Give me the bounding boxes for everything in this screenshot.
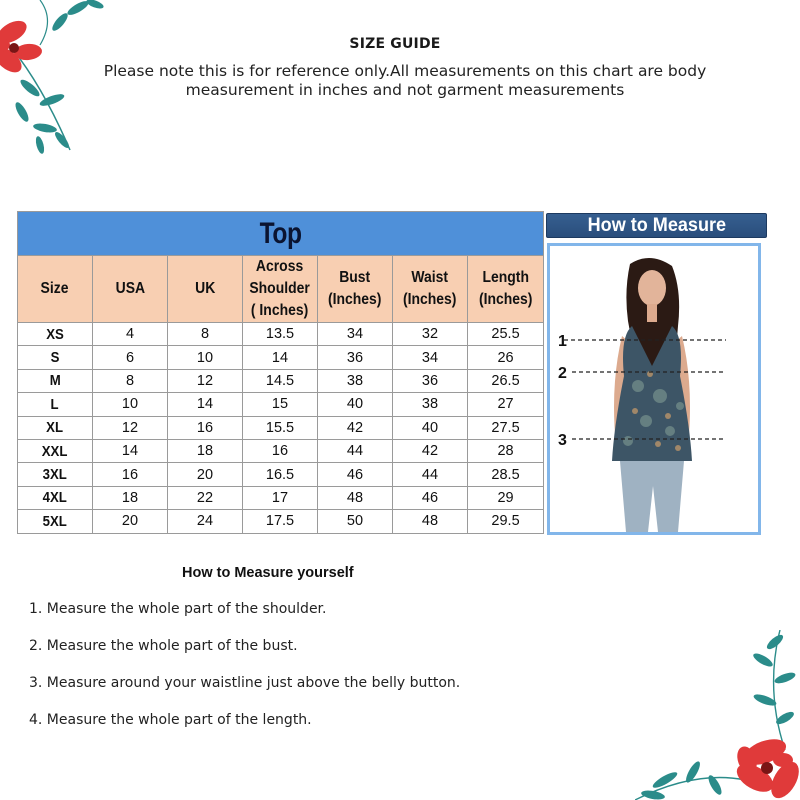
cell-length: 26 xyxy=(468,346,544,369)
column-header-waist xyxy=(393,256,468,323)
cell-uk: 22 xyxy=(168,486,243,509)
instruction-item: 3. Measure around your waistline just above the belly button. xyxy=(29,675,461,691)
cell-across-shoulder: 17.5 xyxy=(243,510,318,533)
cell-length: 27.5 xyxy=(468,416,544,439)
cell-length: 28.5 xyxy=(468,463,544,486)
cell-waist: 32 xyxy=(393,323,468,346)
cell-across-shoulder: 14.5 xyxy=(243,369,318,392)
table-body xyxy=(18,323,544,534)
face-shape xyxy=(638,270,666,306)
cell-across-shoulder: 16 xyxy=(243,439,318,462)
cell-across-shoulder: 15 xyxy=(243,393,318,416)
cell-size: XL xyxy=(18,416,93,439)
column-header-line: Size xyxy=(41,280,69,297)
column-header-size xyxy=(18,256,93,323)
column-header-line: Across xyxy=(256,258,304,275)
cell-bust: 36 xyxy=(318,346,393,369)
cell-size: L xyxy=(18,393,93,416)
cell-uk: 14 xyxy=(168,393,243,416)
column-header-usa xyxy=(93,256,168,323)
table-row xyxy=(18,393,544,416)
cell-size: S xyxy=(18,346,93,369)
marker-1: 1 xyxy=(558,333,567,350)
cell-usa: 20 xyxy=(93,510,168,533)
cell-usa: 14 xyxy=(93,439,168,462)
column-header-line: Length xyxy=(482,269,529,286)
cell-uk: 18 xyxy=(168,439,243,462)
cell-bust: 40 xyxy=(318,393,393,416)
table-row xyxy=(18,346,544,369)
column-header-line: Bust xyxy=(339,269,371,286)
column-header-line: USA xyxy=(115,280,145,297)
cell-waist: 40 xyxy=(393,416,468,439)
cell-across-shoulder: 16.5 xyxy=(243,463,318,486)
cell-length: 29.5 xyxy=(468,510,544,533)
cell-length: 27 xyxy=(468,393,544,416)
column-header-line: (Inches) xyxy=(403,291,457,308)
cell-bust: 38 xyxy=(318,369,393,392)
cell-across-shoulder: 15.5 xyxy=(243,416,318,439)
marker-3: 3 xyxy=(558,432,567,449)
cell-bust: 48 xyxy=(318,486,393,509)
instruction-item: 1. Measure the whole part of the shoulder. xyxy=(29,601,327,617)
column-header-row xyxy=(18,256,544,323)
cell-bust: 44 xyxy=(318,439,393,462)
cell-length: 29 xyxy=(468,486,544,509)
cell-size: 4XL xyxy=(18,486,93,509)
table-row xyxy=(18,439,544,462)
size-chart-table xyxy=(17,211,544,534)
cell-usa: 16 xyxy=(93,463,168,486)
instructions-title: How to Measure yourself xyxy=(182,565,354,581)
cell-usa: 18 xyxy=(93,486,168,509)
model-measurement-illustration xyxy=(550,246,758,532)
cell-across-shoulder: 14 xyxy=(243,346,318,369)
column-header-bust xyxy=(318,256,393,323)
cell-bust: 42 xyxy=(318,416,393,439)
column-header-line: (Inches) xyxy=(478,291,533,308)
instruction-item: 4. Measure the whole part of the length. xyxy=(29,712,312,728)
cell-uk: 12 xyxy=(168,369,243,392)
page-title: SIZE GUIDE xyxy=(349,36,441,52)
table-row xyxy=(18,323,544,346)
cell-uk: 16 xyxy=(168,416,243,439)
cell-waist: 36 xyxy=(393,369,468,392)
column-header-line: UK xyxy=(194,280,216,297)
cell-waist: 42 xyxy=(393,439,468,462)
bottom-right-floral-decoration xyxy=(635,630,800,800)
column-header-line: Waist xyxy=(411,269,449,286)
cell-uk: 20 xyxy=(168,463,243,486)
cell-usa: 10 xyxy=(93,393,168,416)
cell-size: M xyxy=(18,369,93,392)
cell-bust: 46 xyxy=(318,463,393,486)
column-header-line: Shoulder xyxy=(249,280,311,297)
instruction-item: 2. Measure the whole part of the bust. xyxy=(29,638,298,654)
cell-bust: 34 xyxy=(318,323,393,346)
cell-usa: 4 xyxy=(93,323,168,346)
jeans xyxy=(620,461,684,532)
cell-waist: 46 xyxy=(393,486,468,509)
cell-usa: 12 xyxy=(93,416,168,439)
cell-usa: 8 xyxy=(93,369,168,392)
cell-waist: 44 xyxy=(393,463,468,486)
table-row xyxy=(18,463,544,486)
cell-length: 28 xyxy=(468,439,544,462)
cell-size: XS xyxy=(18,323,93,346)
table-row xyxy=(18,369,544,392)
column-header-line: ( Inches) xyxy=(251,302,309,319)
cell-length: 25.5 xyxy=(468,323,544,346)
reference-note: Please note this is for reference only.All measurements on this chart are body measurement in inches and not garment measurements xyxy=(103,62,707,99)
column-header-across-shoulder xyxy=(243,256,318,323)
cell-waist: 48 xyxy=(393,510,468,533)
table-caption: Top xyxy=(18,212,544,256)
cell-size: 3XL xyxy=(18,463,93,486)
column-header-uk xyxy=(168,256,243,323)
how-to-measure-banner: How to Measure xyxy=(546,213,767,238)
table-row xyxy=(18,486,544,509)
cell-usa: 6 xyxy=(93,346,168,369)
table-row xyxy=(18,416,544,439)
cell-size: XXL xyxy=(18,439,93,462)
cell-waist: 38 xyxy=(393,393,468,416)
cell-across-shoulder: 17 xyxy=(243,486,318,509)
model-photo-frame xyxy=(547,243,761,535)
column-header-line: (Inches) xyxy=(328,291,382,308)
table-row xyxy=(18,510,544,533)
cell-across-shoulder: 13.5 xyxy=(243,323,318,346)
cell-uk: 24 xyxy=(168,510,243,533)
instructions-list xyxy=(29,600,460,748)
column-header-length xyxy=(468,256,544,323)
marker-2: 2 xyxy=(558,365,567,382)
cell-uk: 8 xyxy=(168,323,243,346)
cell-length: 26.5 xyxy=(468,369,544,392)
cell-waist: 34 xyxy=(393,346,468,369)
cell-uk: 10 xyxy=(168,346,243,369)
cell-bust: 50 xyxy=(318,510,393,533)
cell-size: 5XL xyxy=(18,510,93,533)
